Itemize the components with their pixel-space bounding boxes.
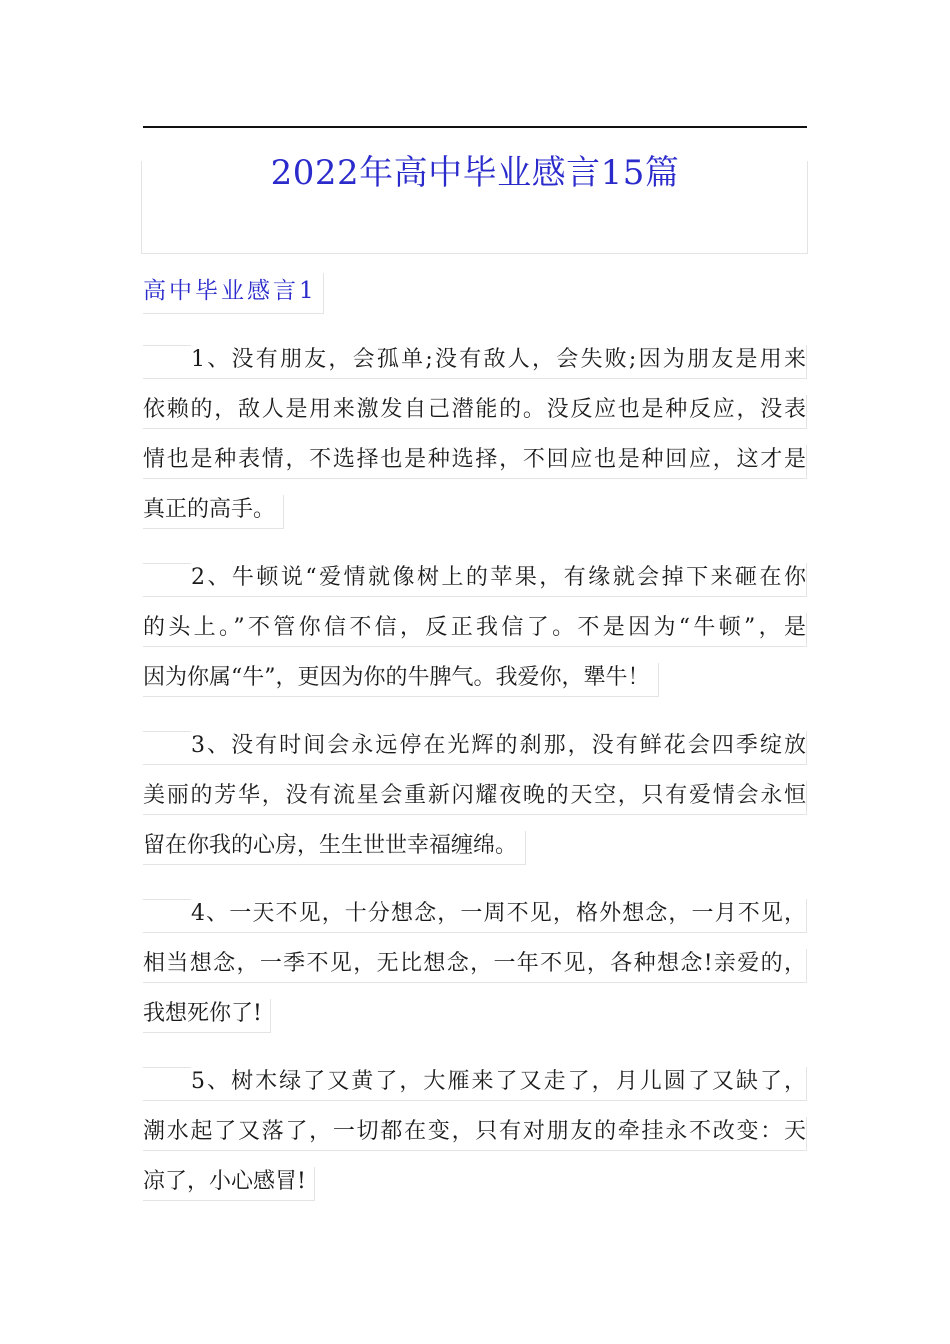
paragraph-line: 留在你我的心房，生生世世幸福缠绵。 [143,831,526,865]
paragraph-line: 2、牛顿说“爱情就像树上的苹果，有缘就会掉下来砸在你 [143,563,807,597]
paragraph-line: 美丽的芳华，没有流星会重新闪耀夜晚的天空，只有爱情会永恒 [143,781,807,815]
paragraph-line: 相当想念，一季不见，无比想念，一年不见，各种想念!亲爱的， [143,949,807,983]
paragraph-line: 情也是种表情，不选择也是种选择，不回应也是种回应，这才是 [143,445,807,479]
paragraph-line: 凉了，小心感冒! [143,1167,315,1201]
paragraph-line: 潮水起了又落了，一切都在变，只有对朋友的牵挂永不改变：天 [143,1117,807,1151]
paragraph-line: 的头上。”不管你信不信，反正我信了。不是因为“牛顿”，是 [143,613,807,647]
paragraph-line: 真正的高手。 [143,495,284,529]
paragraph-line: 1、没有朋友，会孤单;没有敌人，会失败;因为朋友是用来 [143,345,807,379]
paragraph-line: 因为你属“牛”，更因为你的牛脾气。我爱你，犟牛！ [143,663,659,697]
paragraph-line: 5、树木绿了又黄了，大雁来了又走了，月儿圆了又缺了， [143,1067,807,1101]
top-rule [143,126,807,128]
paragraph-line: 依赖的，敌人是用来激发自己潜能的。没反应也是种反应，没表 [143,395,807,429]
section-heading: 高中毕业感言1 [143,273,324,314]
document-title: 2022年高中毕业感言15篇 [270,153,680,193]
paragraph-line: 3、没有时间会永远停在光辉的刹那，没有鲜花会四季绽放 [143,731,807,765]
paragraph-line: 我想死你了! [143,999,271,1033]
paragraph-line: 4、一天不见，十分想念，一周不见，格外想念，一月不见， [143,899,807,933]
